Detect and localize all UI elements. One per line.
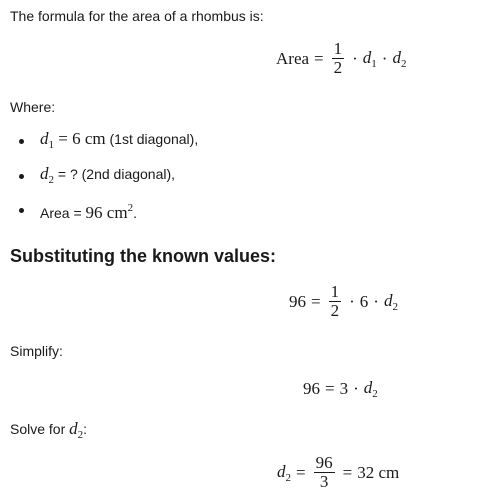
step2-equals: = [325, 379, 335, 398]
step1-dot-2: · [373, 291, 379, 311]
simplify-label: Simplify: [10, 343, 63, 359]
section-heading: Substituting the known values: [10, 246, 277, 266]
step1-equals: = [311, 291, 321, 311]
step3-equals-1: = [296, 462, 306, 482]
step1-d2 [384, 291, 398, 313]
step2-d-sub: 2 [372, 388, 378, 400]
step2-three: 3 [339, 379, 349, 398]
formula-d1 [363, 48, 377, 70]
where-label: Where: [10, 99, 56, 115]
bullet1-var: d [40, 129, 49, 148]
step3-fraction [314, 454, 335, 491]
intro-text: The formula for the area of a rhombus is: [10, 8, 264, 24]
bullet3-tail: . [133, 205, 137, 221]
step2-dot: · [353, 379, 359, 398]
formula-d1-sub: 1 [371, 57, 377, 70]
step3-frac-den: 3 [319, 472, 329, 491]
formula-fraction [332, 40, 345, 77]
step3-result: 32 cm [357, 462, 400, 482]
formula-dot-1: · [352, 48, 358, 68]
formula-lhs: Area [276, 48, 310, 68]
bullet1-value: = 6 cm [58, 129, 106, 148]
bullet3-text: Area = [40, 205, 86, 221]
step1-lhs: 96 [289, 291, 306, 311]
bullet2-sub: 2 [48, 174, 54, 186]
step1-frac-num: 1 [330, 282, 340, 301]
bullet2-var: d [40, 164, 49, 183]
step3-d-var: d [277, 461, 286, 481]
bullet-item-d2 [40, 165, 175, 189]
formula-frac-num: 1 [333, 39, 343, 58]
solve-colon: : [83, 421, 88, 437]
step1-dot-1: · [349, 291, 355, 311]
step3-d2 [277, 462, 291, 484]
step2-d-var: d [363, 378, 373, 397]
formula-d2-var: d [392, 47, 401, 67]
step1-d-var: d [383, 290, 393, 310]
solve-var: d [69, 419, 78, 438]
bullet-item-d1 [40, 130, 198, 154]
formula-frac-den: 2 [333, 58, 343, 77]
bullet2-text: = ? (2nd diagonal), [54, 166, 176, 182]
solve-sub: 2 [77, 429, 84, 441]
area-formula [276, 40, 406, 77]
formula-d2 [392, 48, 406, 70]
formula-d1-var: d [362, 47, 372, 67]
step1-frac-den: 2 [330, 301, 340, 320]
bullet1-text: (1st diagonal), [105, 131, 199, 147]
solve-label [10, 420, 87, 444]
step2-lhs: 96 [303, 379, 320, 398]
formula-equals: = [314, 48, 324, 68]
simplified-equation [303, 378, 378, 400]
step3-d-sub: 2 [285, 471, 291, 484]
bullet3-sup: 2 [127, 202, 134, 214]
bullet3-value: 96 cm [85, 203, 128, 222]
bullet-item-area [40, 199, 137, 222]
formula-d2-sub: 2 [400, 57, 407, 70]
bullet-dot-2 [19, 174, 24, 179]
substitution-equation [289, 283, 398, 320]
step3-frac-num: 96 [315, 453, 333, 472]
solve-label-text: Solve for [10, 421, 66, 437]
bullet1-sub: 1 [48, 139, 54, 151]
step1-fraction [329, 283, 342, 320]
step2-d2 [364, 378, 378, 400]
formula-dot-2: · [381, 48, 388, 68]
step1-six: 6 [359, 291, 369, 311]
step1-d-sub: 2 [392, 300, 398, 313]
bullet-dot-3 [19, 208, 24, 213]
bullet-dot-1 [19, 139, 24, 144]
step3-equals-2: = [342, 462, 353, 482]
solution-equation [277, 454, 399, 491]
